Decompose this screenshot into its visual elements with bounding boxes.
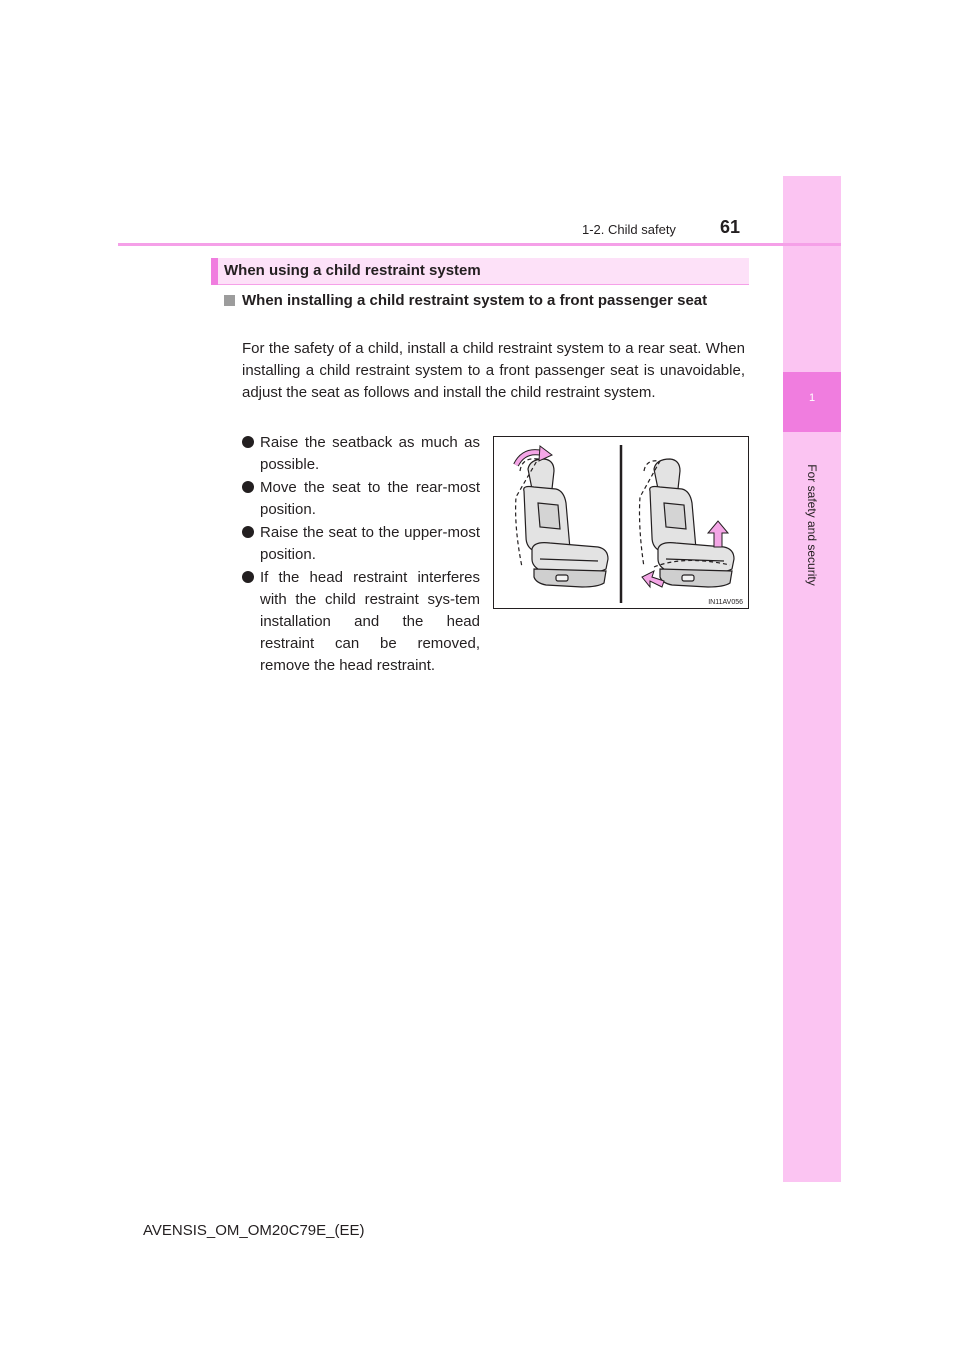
seat-adjustment-illustration (493, 436, 749, 609)
chapter-number: 1 (808, 392, 816, 404)
page-number: 61 (720, 217, 741, 237)
document-id: AVENSIS_OM_OM20C79E_(EE) (143, 1222, 365, 1239)
square-bullet-icon (224, 295, 235, 306)
chapter-side-tab (783, 176, 841, 1182)
section-title-accent (211, 258, 218, 285)
body-paragraph: For the safety of a child, install a child restraint system to a rear seat. When installing a child restraint system to a front passenger seat is unavoidable, adjust the seat as follows and install the child restraint system. (242, 340, 745, 401)
list-item: Raise the seat to the upper-most position. (242, 522, 480, 566)
instruction-list (242, 432, 480, 678)
figure-code: IN11AV056 (708, 599, 743, 606)
section-reference: 1-2. Child safety (582, 222, 676, 237)
bullet-dot-icon (242, 481, 254, 493)
list-item: If the head restraint interferes with the child restraint sys-tem installation and the head restraint can be removed, remove the head restraint. (242, 567, 480, 677)
left-seat-icon (516, 459, 608, 587)
raise-arrow-icon (708, 521, 728, 547)
bullet-dot-icon (242, 571, 254, 583)
subheading: When installing a child restraint system to a front passenger seat (242, 292, 708, 309)
bullet-dot-icon (242, 526, 254, 538)
bullet-dot-icon (242, 436, 254, 448)
seat-illustration-svg (494, 437, 748, 608)
list-item: Raise the seatback as much as possible. (242, 432, 480, 476)
chapter-title: For safety and security (805, 464, 819, 586)
section-title: When using a child restraint system (224, 262, 481, 279)
header-rule (118, 243, 841, 246)
list-item: Move the seat to the rear-most position. (242, 477, 480, 521)
